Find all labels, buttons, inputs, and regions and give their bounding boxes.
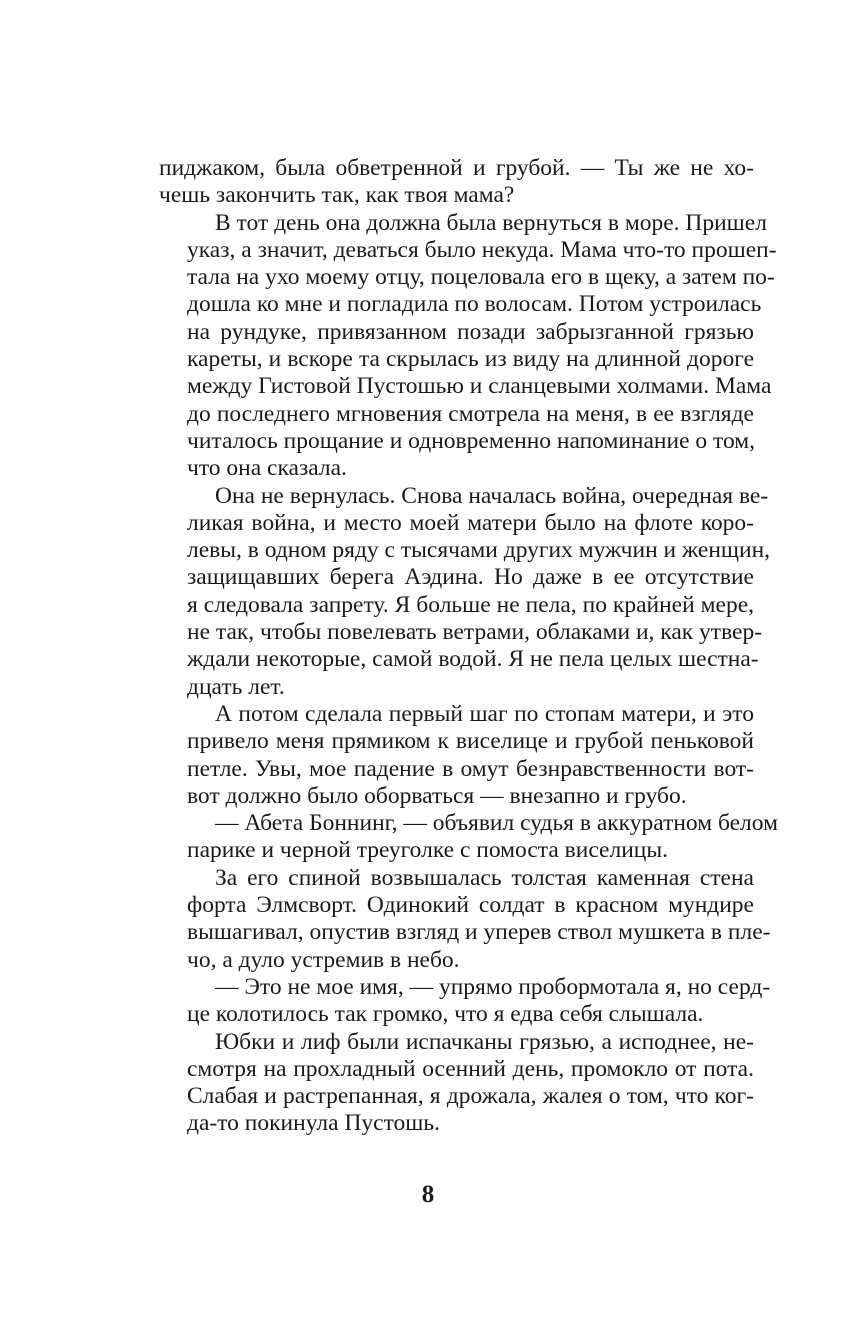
text-line: парике и черной треуголке с помоста виселицы. <box>187 837 669 864</box>
paragraph-5 <box>159 810 778 865</box>
text-line: Слабая и растрепанная, я дрожала, жалея о том, что ког- <box>187 1083 754 1110</box>
text-line: между Гистовой Пустошью и сланцевыми холмами. Мама <box>187 373 772 400</box>
paragraph-2 <box>159 209 777 483</box>
text-line: вышагивал, опустив взгляд и уперев ствол мушкета в пле- <box>187 919 771 946</box>
text-line: чешь закончить так, как твоя мама? <box>159 182 515 209</box>
text-line: це колотилось так громко, что я едва себя слышала. <box>187 1001 704 1028</box>
text-line: форта Элмсворт. Одинокий солдат в красном мундире <box>187 892 754 919</box>
text-line: что она сказала. <box>187 455 347 482</box>
text-line: — Это не мое имя, — упрямо пробормотала я, но серд- <box>215 973 771 1000</box>
paragraph-4 <box>159 701 754 810</box>
text-line: За его спиной возвышалась толстая каменная стена <box>215 864 754 891</box>
text-line: да-то покинула Пустошь. <box>187 1110 440 1137</box>
text-line: — Абета Боннинг, — объявил судья в аккуратном белом <box>215 810 778 837</box>
text-line: вот должно было оборваться — внезапно и грубо. <box>187 782 687 809</box>
text-line: смотря на прохладный осенний день, промокло от пота. <box>187 1055 754 1082</box>
text-line: ждали некоторые, самой водой. Я не пела целых шестна- <box>187 646 759 673</box>
paragraph-8 <box>159 1029 754 1138</box>
text-line: указ, а значит, деваться было некуда. Мама что-то прошеп- <box>187 236 777 263</box>
text-line: чо, а дуло устремив в небо. <box>187 946 460 973</box>
page-body <box>159 155 778 1138</box>
text-line: В тот день она должна была вернуться в море. Пришел <box>215 209 767 236</box>
text-line: ликая война, и место моей матери было на флоте коро- <box>187 509 754 536</box>
text-line: петле. Увы, мое падение в омут безнравственности вот- <box>187 755 754 782</box>
text-line: дошла ко мне и погладила по волосам. Потом устроилась <box>187 291 762 318</box>
text-line: защищавших берега Аэдина. Но даже в ее отсутствие <box>187 564 754 591</box>
paragraph-1 <box>159 155 754 210</box>
text-line: до последнего мгновения смотрела на меня, в ее взгляде <box>187 400 754 427</box>
text-line: читалось прощание и одновременно напоминание о том, <box>187 427 756 454</box>
text-line: левы, в одном ряду с тысячами других мужчин и женщин, <box>187 537 771 564</box>
text-line: Она не вернулась. Снова началась война, очередная ве- <box>215 482 769 509</box>
text-line: тала на ухо моему отцу, поцеловала его в щеку, а затем по- <box>187 264 775 291</box>
paragraph-7 <box>159 973 771 1029</box>
paragraph-3 <box>159 482 771 701</box>
text-line: привело меня прямиком к виселице и грубой пеньковой <box>187 728 754 755</box>
text-line: пиджаком, была обветренной и грубой. — Ты же не хо- <box>159 155 754 181</box>
text-line: на рундуке, привязанном позади забрызганной грязью <box>187 318 754 345</box>
text-line: А потом сделала первый шаг по стопам матери, и это <box>215 700 754 727</box>
text-line: я следовала запрету. Я больше не пела, по крайней мере, <box>187 591 754 618</box>
page-number: 8 <box>421 1181 435 1208</box>
text-line: дцать лет. <box>187 673 285 700</box>
text-line: не так, чтобы повелевать ветрами, облаками и, как утвер- <box>187 619 763 646</box>
paragraph-6 <box>159 864 771 974</box>
text-line: Юбки и лиф были испачканы грязью, а исподнее, не- <box>215 1028 754 1055</box>
text-line: кареты, и вскоре та скрылась из виду на длинной дороге <box>187 346 754 373</box>
